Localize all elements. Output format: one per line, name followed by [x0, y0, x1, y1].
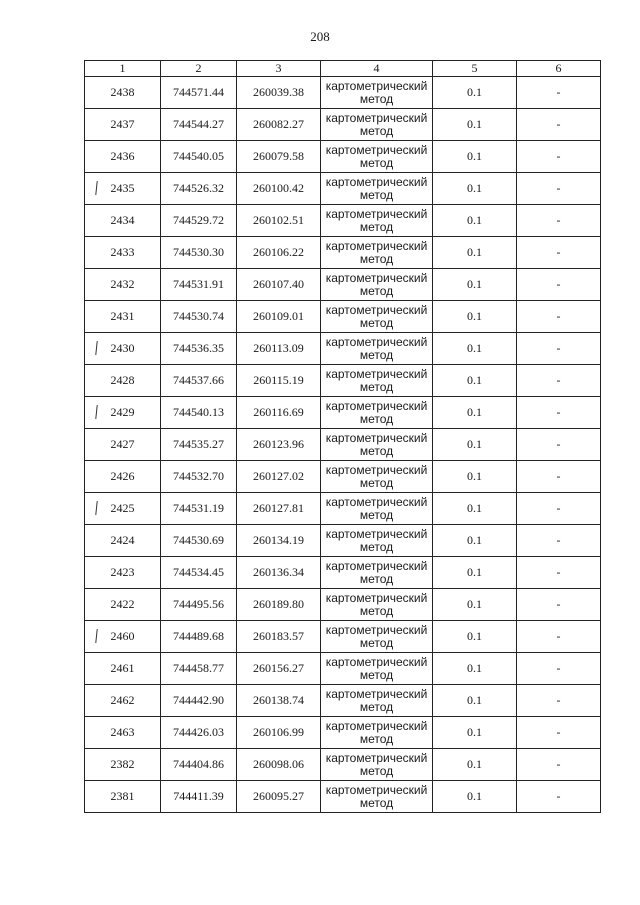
accuracy-cell: 0.1 [433, 621, 517, 653]
accuracy-cell: 0.1 [433, 365, 517, 397]
method-line-2: метод [359, 763, 394, 778]
point-number: 2424 [110, 533, 135, 547]
x-coordinate: 744531.19 [161, 493, 237, 525]
method-cell [321, 461, 433, 493]
method-line-2: метод [359, 571, 394, 586]
method-cell [321, 781, 433, 813]
accuracy-cell: 0.1 [433, 717, 517, 749]
x-coordinate: 744442.90 [161, 685, 237, 717]
y-coordinate: 260123.96 [237, 429, 321, 461]
method-line-1: картометрический [325, 654, 428, 669]
method-line-2: метод [359, 219, 394, 234]
point-number-cell [85, 109, 161, 141]
accuracy-cell: 0.1 [433, 141, 517, 173]
point-number-cell [85, 749, 161, 781]
x-coordinate: 744489.68 [161, 621, 237, 653]
method-cell [321, 557, 433, 589]
method-line-2: метод [359, 283, 394, 298]
table-row [85, 301, 601, 333]
method-line-1: картометрический [325, 110, 428, 125]
pen-mark [95, 501, 97, 515]
x-coordinate: 744571.44 [161, 77, 237, 109]
table-row [85, 589, 601, 621]
method-line-1: картометрический [325, 558, 428, 573]
y-coordinate: 260156.27 [237, 653, 321, 685]
table-row [85, 685, 601, 717]
point-number: 2460 [110, 629, 135, 643]
method-line-1: картометрический [325, 302, 428, 317]
point-number-cell [85, 653, 161, 685]
table-row [85, 557, 601, 589]
accuracy-cell: 0.1 [433, 461, 517, 493]
x-coordinate: 744426.03 [161, 717, 237, 749]
table-row [85, 621, 601, 653]
point-number-cell [85, 173, 161, 205]
x-coordinate: 744530.30 [161, 237, 237, 269]
table-row [85, 717, 601, 749]
point-number-cell [85, 429, 161, 461]
y-coordinate: 260095.27 [237, 781, 321, 813]
x-coordinate: 744540.05 [161, 141, 237, 173]
table-row [85, 109, 601, 141]
point-number: 2382 [110, 757, 135, 771]
x-coordinate: 744540.13 [161, 397, 237, 429]
method-line-2: метод [359, 251, 394, 266]
method-line-1: картометрический [325, 686, 428, 701]
x-coordinate: 744495.56 [161, 589, 237, 621]
note-cell: - [517, 781, 601, 813]
pen-mark [95, 341, 97, 355]
x-coordinate: 744411.39 [161, 781, 237, 813]
method-line-1: картометрический [325, 622, 428, 637]
y-coordinate: 260107.40 [237, 269, 321, 301]
y-coordinate: 260134.19 [237, 525, 321, 557]
y-coordinate: 260116.69 [237, 397, 321, 429]
method-cell [321, 397, 433, 429]
method-line-2: метод [359, 635, 394, 650]
accuracy-cell: 0.1 [433, 589, 517, 621]
table-row [85, 333, 601, 365]
x-coordinate: 744526.32 [161, 173, 237, 205]
accuracy-cell: 0.1 [433, 493, 517, 525]
y-coordinate: 260106.22 [237, 237, 321, 269]
method-cell [321, 717, 433, 749]
method-line-2: метод [359, 507, 394, 522]
note-cell: - [517, 461, 601, 493]
x-coordinate: 744532.70 [161, 461, 237, 493]
point-number: 2429 [110, 405, 135, 419]
accuracy-cell: 0.1 [433, 557, 517, 589]
column-header: 5 [433, 61, 517, 77]
method-cell [321, 205, 433, 237]
y-coordinate: 260113.09 [237, 333, 321, 365]
table-row [85, 749, 601, 781]
accuracy-cell: 0.1 [433, 109, 517, 141]
note-cell: - [517, 205, 601, 237]
note-cell: - [517, 365, 601, 397]
point-number-cell [85, 205, 161, 237]
note-cell: - [517, 589, 601, 621]
note-cell: - [517, 493, 601, 525]
table-row [85, 237, 601, 269]
point-number: 2431 [110, 309, 135, 323]
method-line-1: картометрический [325, 430, 428, 445]
method-cell [321, 749, 433, 781]
point-number-cell [85, 461, 161, 493]
x-coordinate: 744404.86 [161, 749, 237, 781]
point-number-cell [85, 77, 161, 109]
accuracy-cell: 0.1 [433, 173, 517, 205]
accuracy-cell: 0.1 [433, 397, 517, 429]
note-cell: - [517, 525, 601, 557]
y-coordinate: 260138.74 [237, 685, 321, 717]
method-cell [321, 333, 433, 365]
y-coordinate: 260127.02 [237, 461, 321, 493]
method-cell [321, 429, 433, 461]
method-line-1: картометрический [325, 494, 428, 509]
point-number: 2425 [110, 501, 135, 515]
table-row [85, 205, 601, 237]
accuracy-cell: 0.1 [433, 749, 517, 781]
point-number: 2435 [110, 181, 135, 195]
coordinates-table [84, 60, 601, 813]
table-row [85, 781, 601, 813]
method-cell [321, 525, 433, 557]
table-row [85, 461, 601, 493]
x-coordinate: 744544.27 [161, 109, 237, 141]
method-line-1: картометрический [325, 462, 428, 477]
point-number: 2438 [110, 85, 135, 99]
method-line-2: метод [359, 699, 394, 714]
point-number-cell [85, 621, 161, 653]
method-cell [321, 301, 433, 333]
point-number: 2433 [110, 245, 135, 259]
x-coordinate: 744530.74 [161, 301, 237, 333]
accuracy-cell: 0.1 [433, 653, 517, 685]
pen-mark [95, 181, 97, 195]
point-number-cell [85, 525, 161, 557]
method-cell [321, 589, 433, 621]
method-cell [321, 653, 433, 685]
x-coordinate: 744531.91 [161, 269, 237, 301]
table-row [85, 77, 601, 109]
point-number: 2463 [110, 725, 135, 739]
point-number-cell [85, 237, 161, 269]
table-row [85, 141, 601, 173]
point-number: 2462 [110, 693, 135, 707]
method-line-1: картометрический [325, 270, 428, 285]
point-number: 2432 [110, 277, 135, 291]
table-row [85, 365, 601, 397]
method-line-2: метод [359, 123, 394, 138]
method-line-2: метод [359, 443, 394, 458]
accuracy-cell: 0.1 [433, 77, 517, 109]
point-number: 2461 [110, 661, 135, 675]
note-cell: - [517, 429, 601, 461]
note-cell: - [517, 557, 601, 589]
x-coordinate: 744458.77 [161, 653, 237, 685]
x-coordinate: 744536.35 [161, 333, 237, 365]
method-line-1: картометрический [325, 718, 428, 733]
accuracy-cell: 0.1 [433, 429, 517, 461]
note-cell: - [517, 621, 601, 653]
point-number: 2381 [110, 789, 135, 803]
y-coordinate: 260136.34 [237, 557, 321, 589]
method-line-2: метод [359, 603, 394, 618]
accuracy-cell: 0.1 [433, 237, 517, 269]
table-row [85, 397, 601, 429]
y-coordinate: 260109.01 [237, 301, 321, 333]
y-coordinate: 260183.57 [237, 621, 321, 653]
method-line-1: картометрический [325, 334, 428, 349]
point-number-cell [85, 781, 161, 813]
method-line-1: картометрический [325, 750, 428, 765]
note-cell: - [517, 269, 601, 301]
x-coordinate: 744534.45 [161, 557, 237, 589]
table-row [85, 653, 601, 685]
point-number-cell [85, 557, 161, 589]
method-line-1: картометрический [325, 782, 428, 797]
method-line-1: картометрический [325, 142, 428, 157]
method-cell [321, 365, 433, 397]
method-cell [321, 685, 433, 717]
y-coordinate: 260082.27 [237, 109, 321, 141]
table-row [85, 269, 601, 301]
method-line-1: картометрический [325, 526, 428, 541]
note-cell: - [517, 685, 601, 717]
accuracy-cell: 0.1 [433, 333, 517, 365]
method-cell [321, 109, 433, 141]
accuracy-cell: 0.1 [433, 269, 517, 301]
method-line-1: картометрический [325, 366, 428, 381]
y-coordinate: 260106.99 [237, 717, 321, 749]
y-coordinate: 260189.80 [237, 589, 321, 621]
column-header: 6 [517, 61, 601, 77]
method-cell [321, 269, 433, 301]
point-number-cell [85, 365, 161, 397]
x-coordinate: 744535.27 [161, 429, 237, 461]
y-coordinate: 260098.06 [237, 749, 321, 781]
note-cell: - [517, 237, 601, 269]
point-number: 2428 [110, 373, 135, 387]
point-number: 2437 [110, 117, 135, 131]
table-row [85, 525, 601, 557]
method-line-2: метод [359, 315, 394, 330]
column-header: 2 [161, 61, 237, 77]
point-number-cell [85, 493, 161, 525]
y-coordinate: 260115.19 [237, 365, 321, 397]
method-line-2: метод [359, 91, 394, 106]
method-line-1: картометрический [325, 206, 428, 221]
method-line-2: метод [359, 795, 394, 810]
method-line-1: картометрический [325, 78, 428, 93]
point-number: 2426 [110, 469, 135, 483]
method-line-1: картометрический [325, 174, 428, 189]
note-cell: - [517, 653, 601, 685]
method-cell [321, 173, 433, 205]
y-coordinate: 260100.42 [237, 173, 321, 205]
method-line-2: метод [359, 539, 394, 554]
note-cell: - [517, 109, 601, 141]
method-line-2: метод [359, 187, 394, 202]
method-cell [321, 621, 433, 653]
point-number-cell [85, 397, 161, 429]
note-cell: - [517, 397, 601, 429]
method-line-2: метод [359, 347, 394, 362]
column-header: 4 [321, 61, 433, 77]
point-number-cell [85, 141, 161, 173]
table-row [85, 173, 601, 205]
method-line-2: метод [359, 155, 394, 170]
y-coordinate: 260079.58 [237, 141, 321, 173]
note-cell: - [517, 141, 601, 173]
note-cell: - [517, 77, 601, 109]
note-cell: - [517, 173, 601, 205]
pen-mark [95, 405, 97, 419]
method-line-2: метод [359, 667, 394, 682]
y-coordinate: 260102.51 [237, 205, 321, 237]
point-number-cell [85, 717, 161, 749]
method-line-1: картометрический [325, 238, 428, 253]
accuracy-cell: 0.1 [433, 685, 517, 717]
x-coordinate: 744529.72 [161, 205, 237, 237]
x-coordinate: 744530.69 [161, 525, 237, 557]
pen-mark [95, 629, 97, 643]
point-number: 2430 [110, 341, 135, 355]
note-cell: - [517, 301, 601, 333]
accuracy-cell: 0.1 [433, 781, 517, 813]
note-cell: - [517, 333, 601, 365]
accuracy-cell: 0.1 [433, 205, 517, 237]
method-line-2: метод [359, 731, 394, 746]
x-coordinate: 744537.66 [161, 365, 237, 397]
method-line-1: картометрический [325, 398, 428, 413]
point-number: 2436 [110, 149, 135, 163]
point-number: 2434 [110, 213, 135, 227]
accuracy-cell: 0.1 [433, 525, 517, 557]
method-line-2: метод [359, 411, 394, 426]
point-number: 2422 [110, 597, 135, 611]
note-cell: - [517, 749, 601, 781]
column-header: 3 [237, 61, 321, 77]
y-coordinate: 260127.81 [237, 493, 321, 525]
table-row [85, 429, 601, 461]
point-number: 2423 [110, 565, 135, 579]
table-header-row [85, 61, 601, 77]
method-cell [321, 493, 433, 525]
method-cell [321, 237, 433, 269]
column-header: 1 [85, 61, 161, 77]
point-number: 2427 [110, 437, 135, 451]
point-number-cell [85, 685, 161, 717]
note-cell: - [517, 717, 601, 749]
table-row [85, 493, 601, 525]
point-number-cell [85, 269, 161, 301]
point-number-cell [85, 333, 161, 365]
method-line-2: метод [359, 379, 394, 394]
method-line-1: картометрический [325, 590, 428, 605]
y-coordinate: 260039.38 [237, 77, 321, 109]
method-line-2: метод [359, 475, 394, 490]
point-number-cell [85, 589, 161, 621]
method-cell [321, 141, 433, 173]
method-cell [321, 77, 433, 109]
point-number-cell [85, 301, 161, 333]
accuracy-cell: 0.1 [433, 301, 517, 333]
page-number: 208 [310, 29, 330, 44]
